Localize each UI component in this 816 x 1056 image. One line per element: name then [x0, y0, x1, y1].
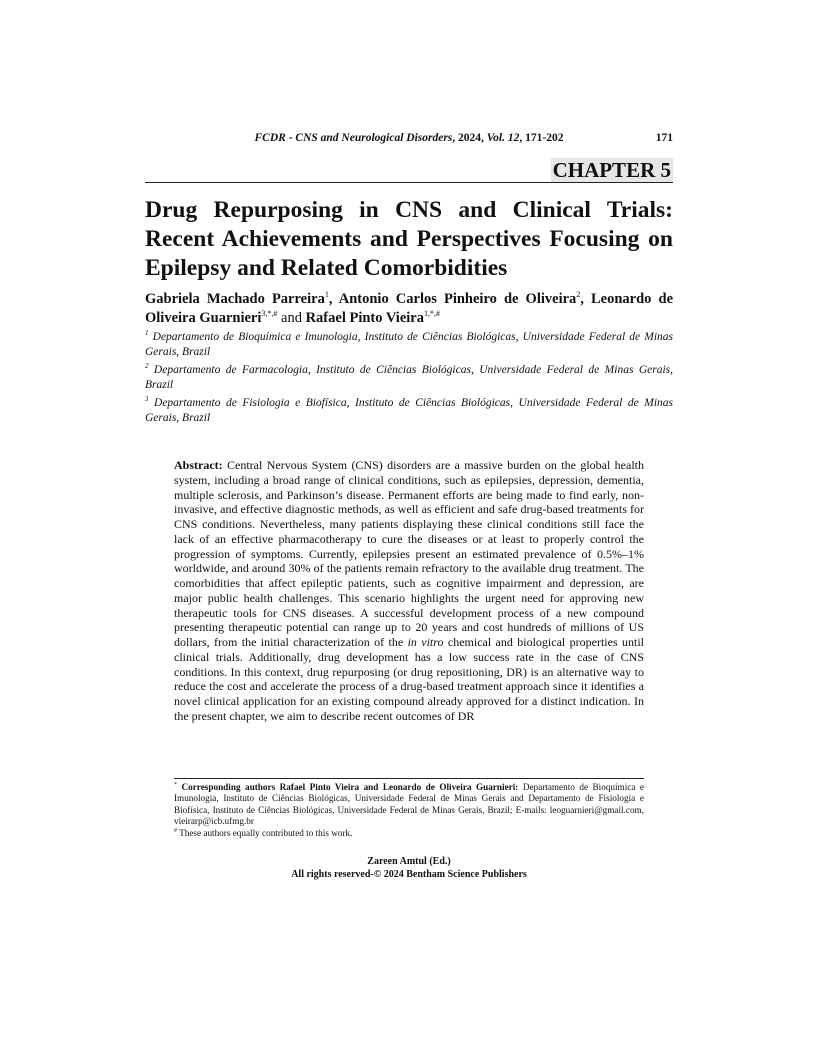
journal-name: FCDR - CNS and Neurological Disorders — [254, 132, 453, 144]
abstract-label: Abstract: — [174, 458, 223, 472]
footnote-mark: # — [174, 827, 177, 834]
author-affil-mark: 2 — [576, 290, 581, 299]
affiliation-text: Departamento de Bioquímica e Imunologia, Instituto de Ciências Biológicas, Universidade Federal de Minas Gerais, Brazil — [145, 331, 674, 358]
affiliation-mark: 1 — [145, 329, 149, 337]
abstract-text: Central Nervous System (CNS) disorders are a massive burden on the global health system, including a broad range of clinical conditions, such as epilepsies, depression, dementia, multiple sclerosis, and Parkinson’s disease. Permanent efforts are being made to find early, non-invasive, and effective diagnostic methods, as well as efficient and safe drug-based treatments for CNS conditions. Nevertheless, many patients displaying these clinical conditions still face the lack of an effective pharmacotherapy to cure the diseases or at least to properly control the progression of symptoms. Currently, epilepsies present an estimated prevalence of 0.5%–1% worldwide, and around 30% of the patients remain refractory to the available drug treatment. The comorbidities that affect epileptic patients, such as cognitive impairment and depression, are major public health challenges. This scenario highlights the urgent need for approving new therapeutic tools for CNS diseases. A successful development process of a new compound presenting therapeutic potential can range up to 20 years and cost hundreds of millions of US dollars, from the initial characterization of the — [174, 458, 644, 649]
journal-volume: Vol. 12 — [486, 132, 520, 144]
author-name: Antonio Carlos Pinheiro de Oliveira — [338, 291, 577, 307]
affiliation-list — [145, 330, 673, 429]
affiliation-text: Departamento de Farmacologia, Instituto de Ciências Biológicas, Universidade Federal de Minas Gerais, Brazil — [145, 364, 674, 391]
footnote-mark: * — [174, 782, 177, 788]
footnotes — [174, 782, 644, 839]
affiliation — [145, 396, 673, 425]
corresponding-author-note — [174, 782, 644, 828]
chapter-title: Drug Repurposing in CNS and Clinical Trials: Recent Achievements and Perspectives Focusing on Epilepsy and Related Comorbidities — [145, 197, 673, 281]
corresponding-author-label: Corresponding authors Rafael Pinto Vieira and Leonardo de Oliveira Guarnieri: — [181, 782, 519, 792]
abstract-text: chemical and biological properties until clinical trials. Additionally, drug development has a low success rate in the case of CNS conditions. In this context, drug repurposing (or drug repositioning, DR) is an alternative way to reduce the cost and accelerate the process of a drug-based treatment approach since it identifies a novel clinical application for an existing compound already approved for a distinct indication. In the present chapter, we aim to describe recent outcomes of DR — [174, 635, 644, 723]
abstract — [174, 458, 644, 724]
author-separator: , — [328, 291, 339, 307]
affiliation-mark: 2 — [145, 362, 149, 370]
author-list — [145, 290, 673, 328]
equal-contribution-text: These authors equally contributed to this work. — [177, 827, 353, 838]
editor-name: Zareen Amtul (Ed.) — [367, 856, 451, 867]
affiliation — [145, 330, 673, 359]
footnote-divider — [174, 778, 644, 779]
author-affil-mark: 3,*,# — [261, 309, 278, 318]
author-name: Gabriela Machado Parreira — [145, 291, 325, 307]
page-number: 171 — [655, 132, 673, 144]
running-header — [145, 132, 673, 144]
author-affil-mark: 1 — [324, 290, 329, 299]
chapter-divider — [145, 182, 673, 183]
journal-pages: , 171-202 — [519, 132, 564, 144]
author-separator: , — [580, 291, 591, 307]
affiliation-mark: 3 — [145, 395, 149, 403]
author-affil-mark: 1,*,# — [423, 309, 440, 318]
equal-contribution-note — [174, 828, 644, 839]
chapter-label: CHAPTER 5 — [552, 158, 671, 182]
affiliation-text: Departamento de Fisiologia e Biofísica, Instituto de Ciências Biológicas, Universidade Federal de Minas Gerais, Brazil — [145, 397, 673, 424]
author-name: Rafael Pinto Vieira — [305, 310, 424, 326]
affiliation — [145, 363, 673, 392]
author-separator: and — [277, 310, 306, 326]
publisher-block — [145, 856, 673, 881]
copyright-line: All rights reserved-© 2024 Bentham Science Publishers — [291, 868, 527, 880]
corresponding-author-text: Departamento de Bioquímica e Imunologia, Instituto de Ciências Biológicas, Universidade Federal de Minas Gerais and Departamento de Fisiologia e Biofísica, Instituto de Ciências Biológicas, Universidade Federal de Minas Gerais, Brazil; E-mails: leoguarnieri@gmail.com, vieirarp@icb.ufmg.br — [174, 782, 644, 827]
author-name: Leonardo de Oliveira Guarnieri — [145, 291, 674, 326]
abstract-italic-term: in vitro — [407, 635, 444, 649]
journal-year: , 2024, — [452, 132, 487, 144]
